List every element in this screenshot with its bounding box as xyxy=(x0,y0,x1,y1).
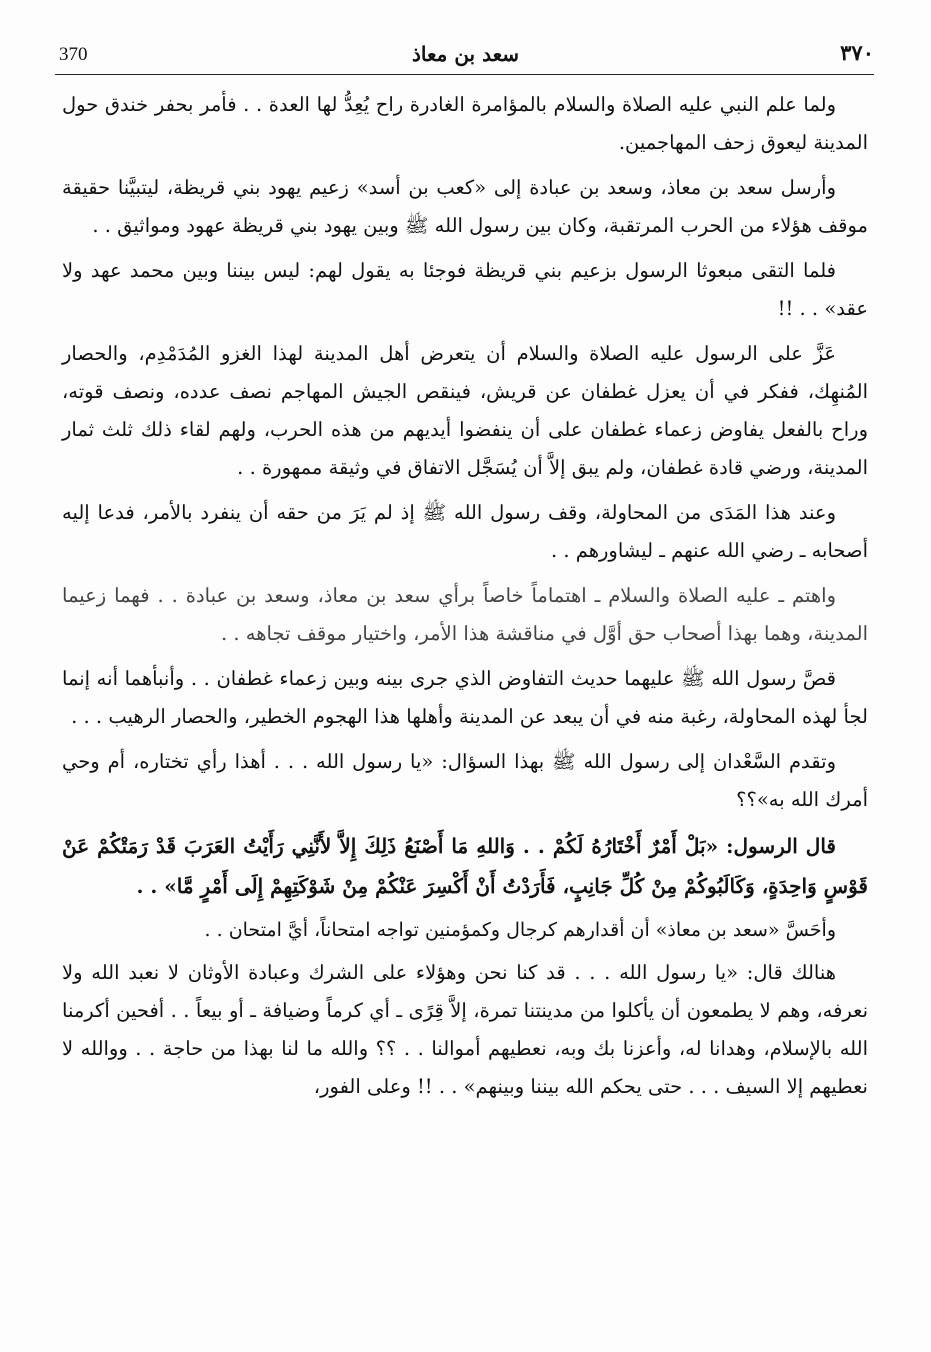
paragraph-trench: ولما علم النبي عليه الصلاة والسلام بالمؤامرة الغادرة راح يُعِدُّ لها العدة . . فأمر بحفر خندق حول المدينة ليعوق زحف المهاجمين. xyxy=(62,93,868,154)
paragraph-saad-answer: هنالك قال: «يا رسول الله . . . قد كنا نحن وهؤلاء على الشرك وعبادة الأوثان لا نعبد الله ولا نعرفه، وهم لا يطمعون أن يأكلوا من مدينتنا تمرة، إلاَّ قِرًى ـ أي كرماً وضيافة ـ أو بيعاً . . أفحين أكرمنا الله بالإسلام، وهدانا له، وأعزنا بك وبه، نعطيهم أموالنا . . ؟؟ والله ما لنا بهذا من حاجة . . ووالله لا نعطيهم إلا السيف . . . حتى يحكم الله بيننا وبينهم» . . !! وعلى الفور، xyxy=(62,961,868,1098)
paragraph-no-treaty: فلما التقى مبعوثا الرسول بزعيم بني قريظة فوجئا به يقول لهم: ليس بيننا وبين محمد عهد ولا عقد» . . !! xyxy=(62,259,868,320)
header-divider xyxy=(55,74,874,75)
paragraph-consultation: وعند هذا المَدَى من المحاولة، وقف رسول الله ﷺ إذ لم يَرَ من حقه أن ينفرد بالأمر، فدعا إليه أصحابه ـ رضي الله عنهم ـ ليشاورهم . . xyxy=(62,501,868,562)
paragraph-ghatafan: عَزَّ على الرسول عليه الصلاة والسلام أن يتعرض أهل المدينة لهذا الغزو المُدَمْدِم، والحصار المُنهِك، ففكر في أن يعزل غطفان عن قريش، فينقص الجيش المهاجم نصف عدده، ونصف قوته، وراح بالفعل يفاوض زعماء غطفان على أن ينفضوا أيديهم من هذه الحرب، ولهم لقاء ذلك ثلث ثمار المدينة، ورضي قادة غطفان، ولم يبق إلاَّ أن يُسَجَّل الاتفاق في وثيقة ممهورة . . xyxy=(62,342,868,479)
paragraph-negotiation: قصَّ رسول الله ﷺ عليهما حديث التفاوض الذي جرى بينه وبين زعماء غطفان . . وأنبأهما أنه إنما لجأ لهذه المحاولة، رغبة منه في أن يبعد عن المدينة وأهلها هذا الهجوم الخطير، والحصار الرهيب . . . xyxy=(62,667,868,728)
paragraph-question: وتقدم السَّعْدان إلى رسول الله ﷺ بهذا السؤال: «يا رسول الله . . . أهذا رأي تختاره، أم وحي أمرك الله به»؟؟ xyxy=(62,750,868,811)
paragraph-prophet-reply: قال الرسول: «بَلْ أَمْرٌ أَخْتَارُهُ لَكُمْ . . وَاللهِ مَا أَصْنَعُ ذَلِكَ إِلاَّ لأَنَّنِي رَأَيْتُ العَرَبَ قَدْ رَمَتْكُمْ عَنْ قَوْسٍ وَاحِدَةٍ، وَكَالَبُوكُمْ مِنْ كُلِّ جَانِبٍ، فَأَرَدْتُ أَنْ أَكْسِرَ عَنْكُمْ مِنْ شَوْكَتِهِمْ إِلَى أَمْرٍ مَّا» . . xyxy=(62,834,868,898)
page-header xyxy=(55,38,876,78)
page-body xyxy=(62,86,868,1113)
page-number-arabic: ٣٧٠ xyxy=(840,40,874,65)
paragraph-envoys: وأرسل سعد بن معاذ، وسعد بن عبادة إلى «كعب بن أسد» زعيم يهود بني قريظة، ليتبيَّنا حقيقة موقف هؤلاء من الحرب المرتقبة، وكان بين رسول الله ﷺ وبين يهود بني قريظة عهود ومواثيق . . xyxy=(62,176,868,237)
paragraph-test: وأحَسَّ «سعد بن معاذ» أن أقدارهم كرجال وكمؤمنين تواجه امتحاناً، أيَّ امتحان . . xyxy=(204,919,836,941)
paragraph-two-leaders: واهتم ـ عليه الصلاة والسلام ـ اهتماماً خاصاً برأي سعد بن معاذ، وسعد بن عبادة . . فهما زعيما المدينة، وهما بهذا أصحاب حق أوَّل في مناقشة هذا الأمر، واختيار موقف تجاهه . . xyxy=(62,584,868,645)
running-title: سعد بن معاذ xyxy=(412,42,519,66)
page-number-latin: 370 xyxy=(59,44,88,65)
